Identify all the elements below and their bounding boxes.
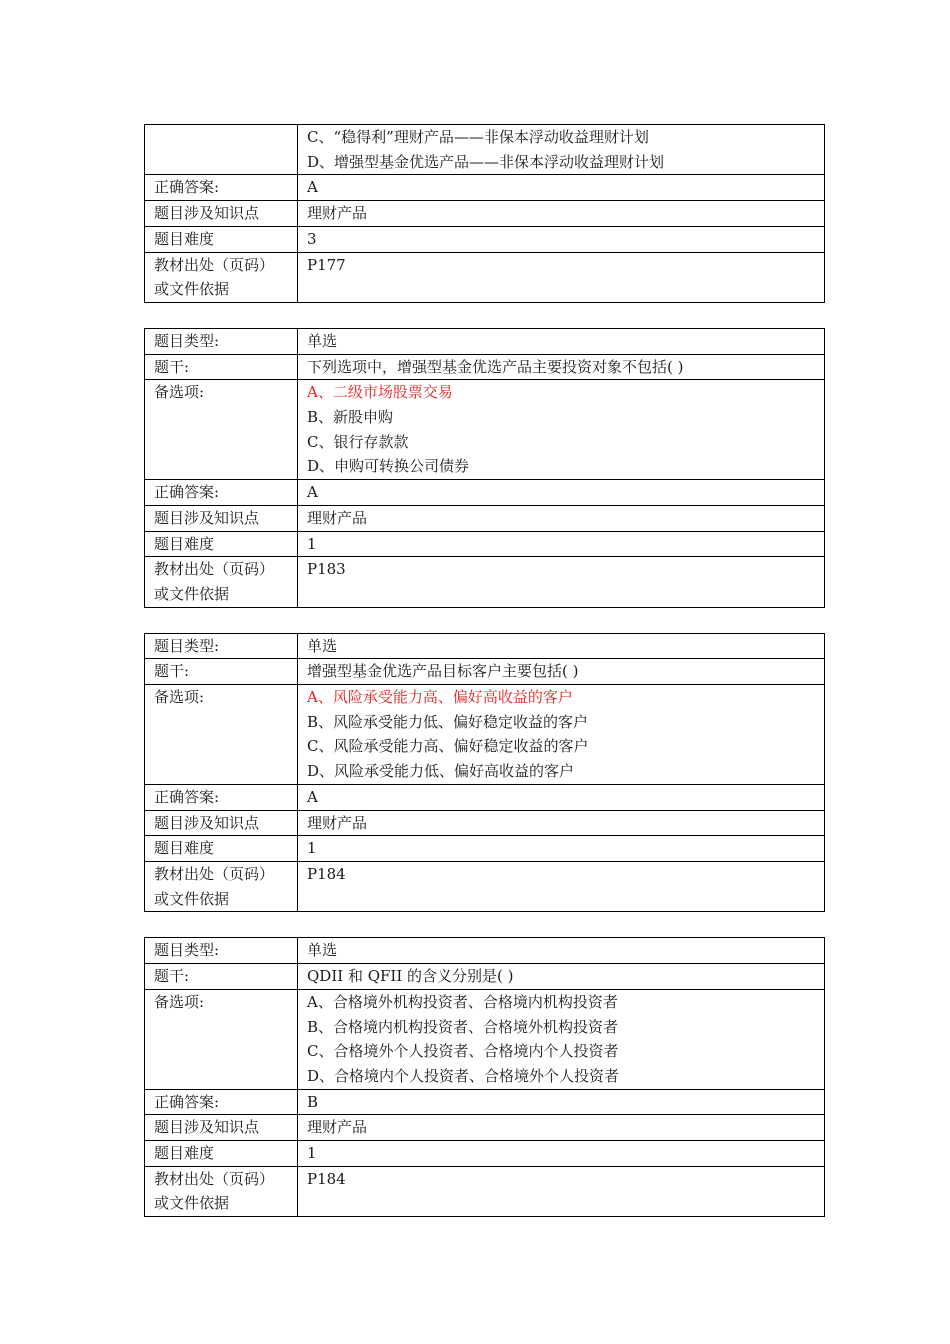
source-row: [145, 252, 825, 302]
stem-row: [145, 659, 825, 685]
answer-label: 正确答案:: [145, 480, 298, 506]
options-cell: [298, 380, 825, 480]
stem-label: 题干:: [145, 964, 298, 990]
answer-row: [145, 1089, 825, 1115]
option-item: B、新股申购: [307, 408, 394, 427]
source-row: [145, 557, 825, 607]
option-item: D、增强型基金优选产品——非保本浮动收益理财计划: [307, 152, 665, 171]
options-cell: [298, 989, 825, 1089]
option-item: C、“稳得利”理财产品——非保本浮动收益理财计划: [307, 128, 649, 146]
topic-label: 题目涉及知识点: [145, 505, 298, 531]
question-table: [144, 633, 825, 913]
source-row: [145, 1166, 825, 1216]
answer-row: [145, 175, 825, 201]
stem-label: 题干:: [145, 354, 298, 380]
difficulty-label: 题目难度: [145, 836, 298, 862]
topic-row: [145, 505, 825, 531]
type-value: 单选: [298, 328, 825, 354]
answer-row: [145, 480, 825, 506]
source-label-line2: 或文件依据: [154, 584, 230, 603]
question-document: [144, 124, 825, 1242]
type-row: [145, 328, 825, 354]
source-label-line2: 或文件依据: [154, 889, 230, 908]
difficulty-label: 题目难度: [145, 1141, 298, 1167]
difficulty-value: 1: [298, 531, 825, 557]
answer-value: A: [298, 175, 825, 201]
topic-value: 理财产品: [298, 1115, 825, 1141]
options-label: 备选项:: [145, 989, 298, 1089]
answer-value: B: [298, 1089, 825, 1115]
source-label: [145, 557, 298, 607]
option-item: D、合格境内个人投资者、合格境外个人投资者: [307, 1066, 620, 1085]
source-label-line2: 或文件依据: [154, 1194, 230, 1213]
source-value: P183: [298, 557, 825, 607]
source-label-line2: 或文件依据: [154, 280, 230, 299]
options-label: 备选项:: [145, 380, 298, 480]
topic-label: 题目涉及知识点: [145, 810, 298, 836]
difficulty-value: 1: [298, 836, 825, 862]
source-label-line1: 教材出处（页码）: [154, 255, 275, 274]
source-label: [145, 1166, 298, 1216]
difficulty-row: [145, 531, 825, 557]
option-item: D、风险承受能力低、偏好高收益的客户: [307, 762, 575, 781]
option-item: C、风险承受能力高、偏好稳定收益的客户: [307, 737, 589, 756]
question-table: [144, 937, 825, 1217]
stem-value: 增强型基金优选产品目标客户主要包括( ): [298, 659, 825, 685]
stem-value: 下列选项中，增强型基金优选产品主要投资对象不包括( ): [298, 354, 825, 380]
difficulty-label: 题目难度: [145, 226, 298, 252]
stem-value: QDII 和 QFII 的含义分别是( ): [298, 964, 825, 990]
topic-value: 理财产品: [298, 201, 825, 227]
stem-label: 题干:: [145, 659, 298, 685]
type-value: 单选: [298, 938, 825, 964]
type-row: [145, 633, 825, 659]
difficulty-row: [145, 226, 825, 252]
answer-label: 正确答案:: [145, 1089, 298, 1115]
options-cell: [298, 125, 825, 175]
source-label-line1: 教材出处（页码）: [154, 864, 275, 883]
topic-row: [145, 810, 825, 836]
option-item: D、申购可转换公司债券: [307, 457, 470, 476]
difficulty-value: 3: [298, 226, 825, 252]
option-item: C、合格境外个人投资者、合格境内个人投资者: [307, 1042, 619, 1061]
options-row: [145, 685, 825, 785]
answer-label: 正确答案:: [145, 175, 298, 201]
question-table-fragment: [144, 124, 825, 303]
topic-row: [145, 1115, 825, 1141]
options-row: [145, 989, 825, 1089]
difficulty-label: 题目难度: [145, 531, 298, 557]
options-cell: [298, 685, 825, 785]
option-item: C、银行存款款: [307, 432, 409, 451]
source-label: [145, 252, 298, 302]
difficulty-value: 1: [298, 1141, 825, 1167]
answer-row: [145, 784, 825, 810]
option-item: B、合格境内机构投资者、合格境外机构投资者: [307, 1017, 619, 1036]
stem-row: [145, 354, 825, 380]
topic-row: [145, 201, 825, 227]
option-item: A、合格境外机构投资者、合格境内机构投资者: [307, 992, 618, 1011]
type-label: 题目类型:: [145, 938, 298, 964]
source-value: P184: [298, 861, 825, 911]
topic-label: 题目涉及知识点: [145, 1115, 298, 1141]
answer-label: 正确答案:: [145, 784, 298, 810]
type-label: 题目类型:: [145, 633, 298, 659]
stem-row: [145, 964, 825, 990]
type-row: [145, 938, 825, 964]
difficulty-row: [145, 1141, 825, 1167]
source-label: [145, 861, 298, 911]
option-item-correct: A、二级市场股票交易: [307, 383, 453, 402]
option-item-correct: A、风险承受能力高、偏好高收益的客户: [307, 688, 573, 707]
topic-value: 理财产品: [298, 810, 825, 836]
option-item: B、风险承受能力低、偏好稳定收益的客户: [307, 712, 589, 731]
source-value: P177: [298, 252, 825, 302]
type-value: 单选: [298, 633, 825, 659]
answer-value: A: [298, 480, 825, 506]
answer-value: A: [298, 784, 825, 810]
source-label-line1: 教材出处（页码）: [154, 1169, 275, 1188]
source-label-line1: 教材出处（页码）: [154, 560, 275, 579]
options-label: 备选项:: [145, 685, 298, 785]
question-table: [144, 328, 825, 608]
options-row: [145, 380, 825, 480]
options-label-cell: [145, 125, 298, 175]
topic-value: 理财产品: [298, 505, 825, 531]
source-value: P184: [298, 1166, 825, 1216]
difficulty-row: [145, 836, 825, 862]
topic-label: 题目涉及知识点: [145, 201, 298, 227]
options-row: [145, 125, 825, 175]
source-row: [145, 861, 825, 911]
type-label: 题目类型:: [145, 328, 298, 354]
